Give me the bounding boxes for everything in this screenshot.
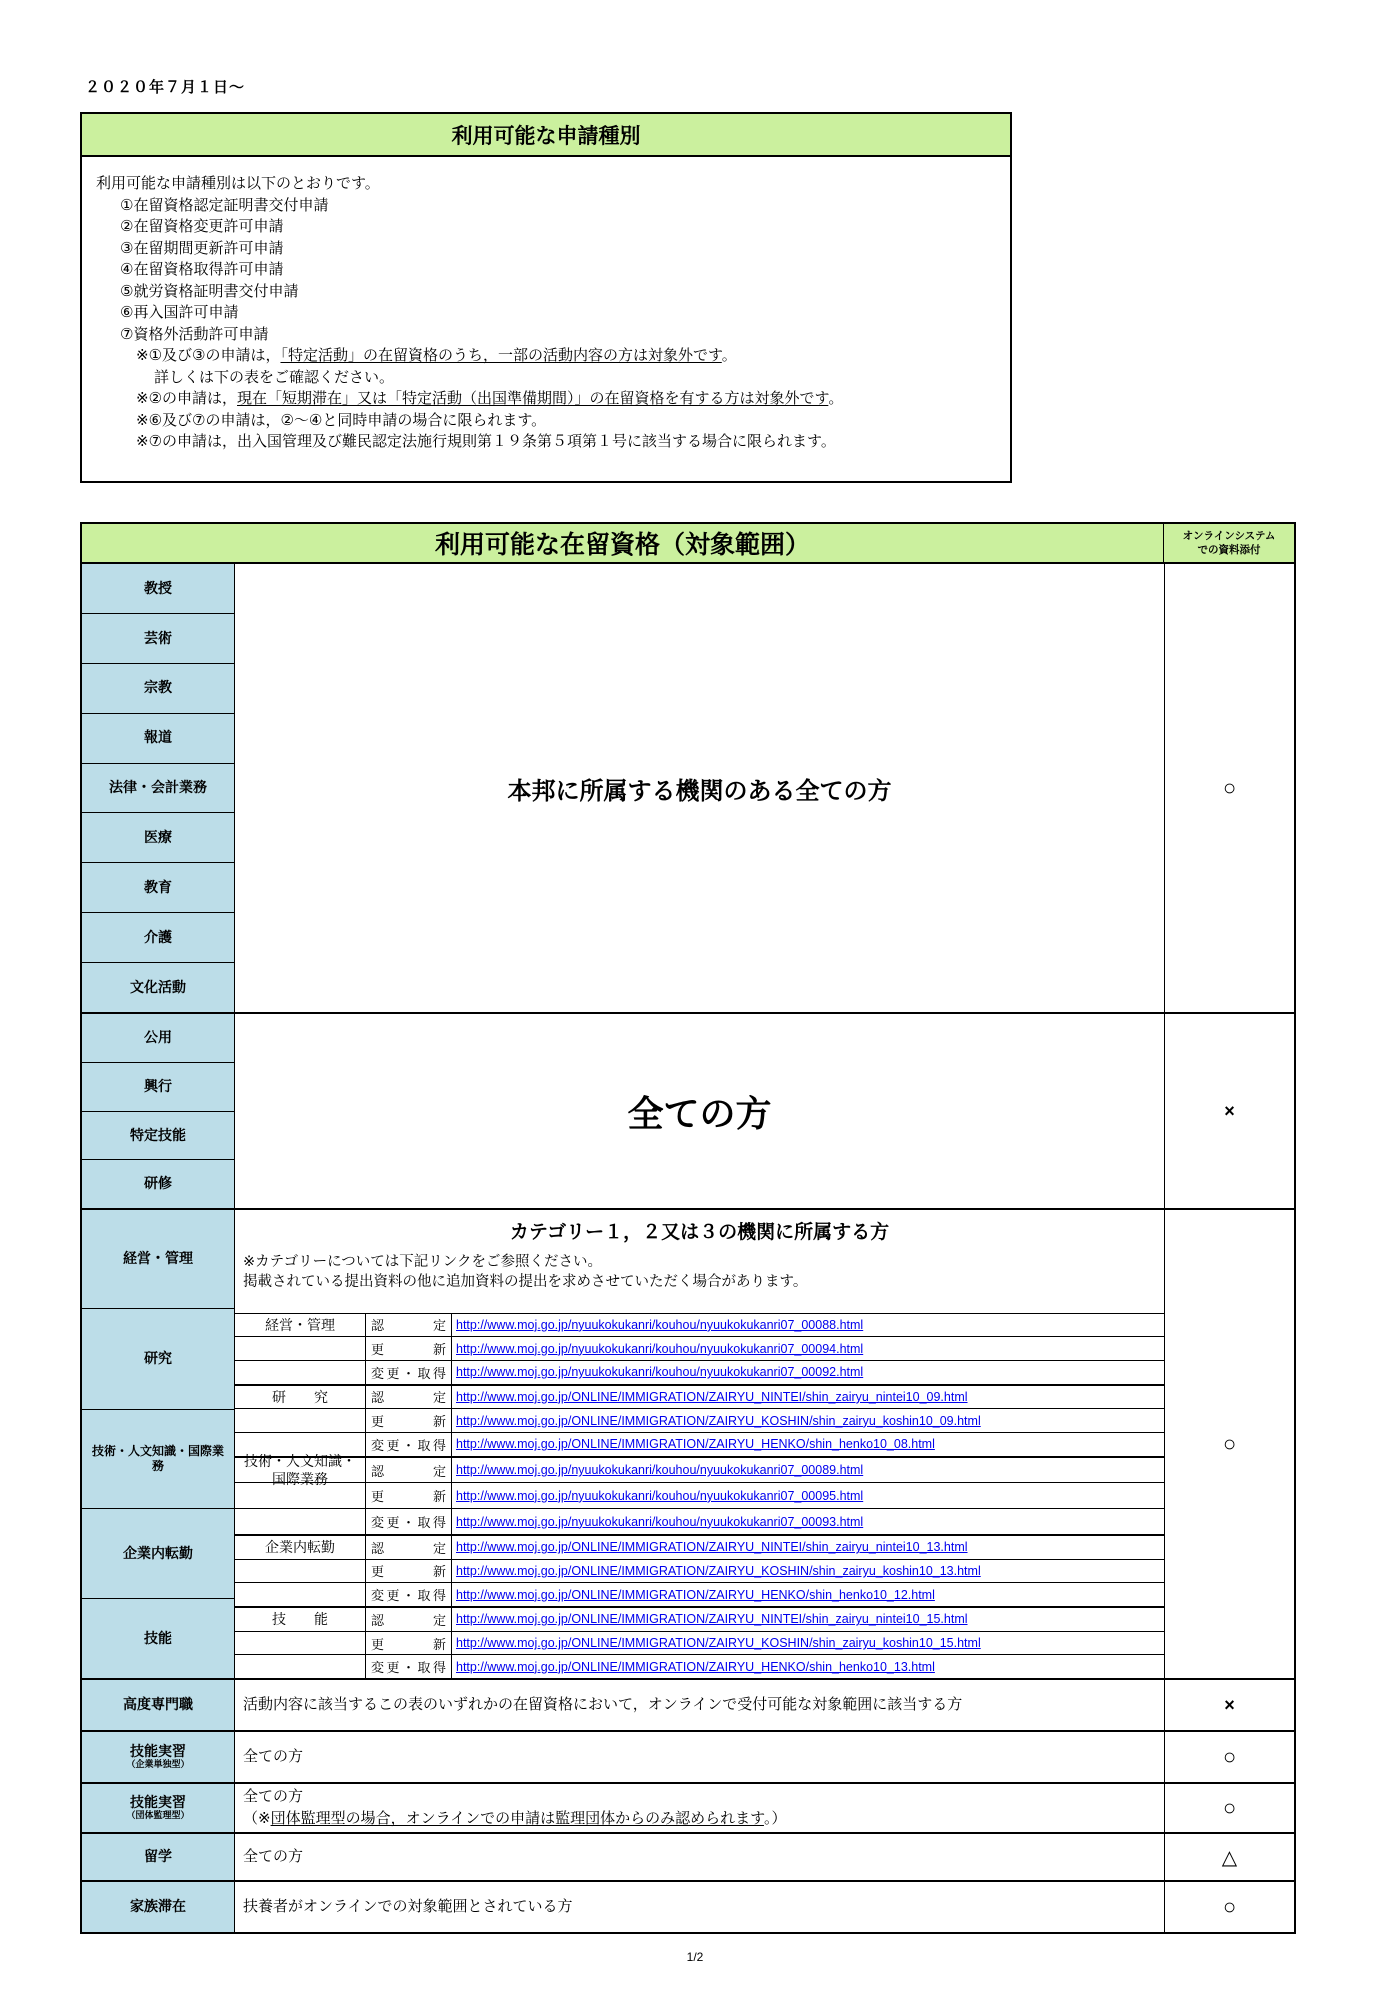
procedure-link-cell [452, 1536, 1164, 1559]
note-line: ※⑥及び⑦の申請は，②～④と同時申請の場合に限られます。 [136, 411, 547, 429]
group2-labels [82, 1014, 235, 1208]
status-label-cell: 教育 [82, 863, 234, 913]
procedure-link[interactable]: http://www.moj.go.jp/ONLINE/IMMIGRATION/ZAIRYU_NINTEI/shin_zairyu_nintei10_15.html [456, 1612, 968, 1627]
procedure-link[interactable]: http://www.moj.go.jp/ONLINE/IMMIGRATION/ZAIRYU_KOSHIN/shin_zairyu_koshin10_09.html [456, 1413, 981, 1428]
procedure-type-cell: 変更・取得 [366, 1433, 452, 1456]
procedure-link-cell [452, 1433, 1164, 1456]
procedure-link-cell [452, 1583, 1164, 1606]
substatus-cell: 企業内転勤 [235, 1536, 366, 1559]
procedure-link-cell [452, 1509, 1164, 1534]
procedure-link[interactable]: http://www.moj.go.jp/ONLINE/IMMIGRATION/ZAIRYU_HENKO/shin_henko10_08.html [456, 1437, 935, 1452]
procedure-link-cell [452, 1314, 1164, 1337]
procedure-link-cell [452, 1458, 1164, 1483]
scope-text: 活動内容に該当するこの表のいずれかの在留資格において，オンラインで受付可能な対象範囲に該当する方 [243, 1696, 963, 1714]
row-ginoujisshu-dantai [82, 1784, 1294, 1834]
intro-line: 利用可能な申請種別は以下のとおりです。 [96, 175, 380, 192]
status-label-cell: 文化活動 [82, 963, 234, 1012]
status-label-cell: 技能 [82, 1599, 234, 1678]
category-note: ※カテゴリーについては下記リンクをご参照ください。 [243, 1254, 602, 1270]
subgroup-gijutsu [235, 1452, 1164, 1536]
category-header: カテゴリー１，２又は３の機関に所属する方 [509, 1222, 890, 1243]
procedure-type-cell: 更新 [366, 1409, 452, 1432]
scope-text: 全ての方 （※団体監理型の場合，オンラインでの申請は監理団体からのみ認められます。） [243, 1788, 787, 1827]
link-row [235, 1483, 1164, 1509]
substatus-cell: 技 能 [235, 1608, 366, 1631]
attachment-mark: △ [1221, 1846, 1238, 1869]
procedure-type-cell: 更新 [366, 1560, 452, 1583]
subgroup-ginou [235, 1608, 1164, 1678]
procedure-type-cell: 認定 [366, 1608, 452, 1631]
procedure-link-cell [452, 1409, 1164, 1432]
procedure-link-cell [452, 1483, 1164, 1508]
procedure-type-cell: 認定 [366, 1314, 452, 1337]
application-types-title: 利用可能な申請種別 [82, 114, 1010, 157]
link-row [235, 1314, 1164, 1338]
procedure-link-cell [452, 1632, 1164, 1655]
procedure-link[interactable]: http://www.moj.go.jp/nyuukokukanri/kouhou/nyuukokukanri07_00093.html [456, 1514, 864, 1529]
scope-text: 本邦に所属する機関のある全ての方 [507, 777, 892, 805]
subgroup-keiei [235, 1314, 1164, 1386]
link-row [235, 1536, 1164, 1560]
procedure-type-cell: 認定 [366, 1458, 452, 1483]
link-row [235, 1433, 1164, 1456]
status-label-cell: 報道 [82, 714, 234, 764]
list-item: ③在留期間更新許可申請 [120, 239, 284, 257]
list-item: ⑤就労資格証明書交付申請 [120, 282, 299, 300]
note-line: ※⑦の申請は，出入国管理及び難民認定法施行規則第１９条第５項第１号に該当する場合に限られます。 [136, 433, 836, 450]
procedure-link[interactable]: http://www.moj.go.jp/ONLINE/IMMIGRATION/ZAIRYU_NINTEI/shin_zairyu_nintei10_13.html [456, 1540, 968, 1555]
status-label-cell: 興行 [82, 1063, 234, 1112]
group1-labels [82, 564, 235, 1012]
attachment-column-header: オンラインシステム での資料添付 [1164, 524, 1294, 562]
list-item: ⑦資格外活動許可申請 [120, 325, 269, 343]
procedure-link-cell [452, 1608, 1164, 1631]
status-label-cell: 研修 [82, 1160, 234, 1208]
status-label-cell: 教授 [82, 564, 234, 614]
procedure-link[interactable]: http://www.moj.go.jp/ONLINE/IMMIGRATION/ZAIRYU_NINTEI/shin_zairyu_nintei10_09.html [456, 1389, 968, 1404]
attachment-mark: ○ [1222, 1744, 1237, 1769]
procedure-type-cell: 変更・取得 [366, 1361, 452, 1384]
procedure-link[interactable]: http://www.moj.go.jp/nyuukokukanri/kouhou/nyuukokukanri07_00094.html [456, 1341, 864, 1356]
attachment-mark: ○ [1222, 1795, 1237, 1820]
procedure-type-cell: 変更・取得 [366, 1655, 452, 1678]
status-label-cell: 技能実習 （企業単独型） [82, 1732, 235, 1782]
page-number: 1/2 [686, 1950, 704, 1964]
scope-text: 全ての方 [627, 1092, 772, 1134]
procedure-type-cell: 変更・取得 [366, 1583, 452, 1606]
procedure-link-table [235, 1314, 1164, 1678]
application-types-body [82, 157, 1010, 481]
substatus-cell: 研 究 [235, 1386, 366, 1409]
procedure-link-cell [452, 1655, 1164, 1678]
procedure-type-cell: 認定 [366, 1536, 452, 1559]
procedure-type-cell: 更新 [366, 1632, 452, 1655]
status-label-cell: 企業内転勤 [82, 1509, 234, 1599]
scope-text: 全ての方 [243, 1848, 304, 1866]
attachment-mark: × [1224, 1694, 1235, 1715]
procedure-type-cell: 更新 [366, 1483, 452, 1508]
list-item: ②在留資格変更許可申請 [120, 218, 284, 235]
substatus-cell: 経営・管理 [235, 1314, 366, 1337]
status-label-cell: 芸術 [82, 614, 234, 664]
status-label-cell: 法律・会計業務 [82, 764, 234, 814]
link-row [235, 1560, 1164, 1584]
effective-date: ２０２０年７月１日～ [85, 79, 246, 96]
group3-header-block [235, 1210, 1164, 1314]
link-row [235, 1655, 1164, 1678]
status-label-cell: 家族滞在 [82, 1882, 235, 1932]
list-item: ①在留資格認定証明書交付申請 [120, 196, 329, 214]
procedure-link-cell [452, 1361, 1164, 1384]
procedure-link-cell [452, 1386, 1164, 1409]
attachment-mark: ○ [1222, 1431, 1237, 1456]
status-label-cell: 宗教 [82, 664, 234, 714]
procedure-link[interactable]: http://www.moj.go.jp/nyuukokukanri/kouhou/nyuukokukanri07_00089.html [456, 1463, 864, 1477]
procedure-link[interactable]: http://www.moj.go.jp/ONLINE/IMMIGRATION/ZAIRYU_HENKO/shin_henko10_13.html [456, 1659, 935, 1674]
attachment-mark: ○ [1222, 775, 1237, 800]
status-label-cell: 高度専門職 [82, 1680, 235, 1730]
group3-row [82, 1210, 1294, 1680]
procedure-link-cell [452, 1337, 1164, 1360]
category-note: 掲載されている提出資料の他に追加資料の提出を求めさせていただく場合があります。 [243, 1274, 808, 1290]
scope-text: 扶養者がオンラインでの対象範囲とされている方 [243, 1898, 573, 1916]
procedure-type-cell: 変更・取得 [366, 1509, 452, 1534]
group3-labels [82, 1210, 235, 1678]
list-item: ⑥再入国許可申請 [120, 304, 239, 321]
status-label-cell: 研究 [82, 1309, 234, 1410]
status-label-cell: 技術・人文知識・国際業務 [82, 1410, 234, 1509]
link-row [235, 1409, 1164, 1433]
link-row [235, 1632, 1164, 1656]
subgroup-kigyonai [235, 1536, 1164, 1608]
link-row [235, 1452, 1164, 1488]
attachment-mark: × [1224, 1100, 1235, 1121]
procedure-link[interactable]: http://www.moj.go.jp/nyuukokukanri/kouhou/nyuukokukanri07_00092.html [456, 1365, 864, 1380]
note-line: 詳しくは下の表をご確認ください。 [154, 368, 395, 386]
link-row [235, 1608, 1164, 1632]
group1-row [82, 564, 1294, 1014]
procedure-link[interactable]: http://www.moj.go.jp/nyuukokukanri/kouhou/nyuukokukanri07_00095.html [456, 1488, 864, 1503]
status-label-cell: 経営・管理 [82, 1210, 234, 1309]
list-item: ④在留資格取得許可申請 [120, 261, 284, 278]
status-label-cell: 特定技能 [82, 1112, 234, 1161]
link-row [235, 1583, 1164, 1606]
procedure-link[interactable]: http://www.moj.go.jp/nyuukokukanri/kouhou/nyuukokukanri07_00088.html [456, 1317, 864, 1332]
procedure-link-cell [452, 1560, 1164, 1583]
status-label-cell: 介護 [82, 913, 234, 963]
link-row [235, 1386, 1164, 1410]
row-ginoujisshu-kigyou [82, 1732, 1294, 1784]
procedure-type-cell: 更新 [366, 1337, 452, 1360]
procedure-type-cell: 認定 [366, 1386, 452, 1409]
link-row [235, 1509, 1164, 1534]
status-label-cell: 留学 [82, 1834, 235, 1880]
note-line: ※①及び③の申請は，「特定活動」の在留資格のうち，一部の活動内容の方は対象外です。 [136, 347, 737, 364]
status-label-cell: 医療 [82, 813, 234, 863]
row-ryuugaku [82, 1834, 1294, 1882]
procedure-link[interactable]: http://www.moj.go.jp/ONLINE/IMMIGRATION/ZAIRYU_HENKO/shin_henko10_12.html [456, 1587, 935, 1602]
link-row [235, 1337, 1164, 1361]
subgroup-kenkyu [235, 1386, 1164, 1458]
application-types-panel [80, 112, 1012, 483]
procedure-link[interactable]: http://www.moj.go.jp/ONLINE/IMMIGRATION/ZAIRYU_KOSHIN/shin_zairyu_koshin10_15.html [456, 1636, 981, 1650]
status-label-cell: 技能実習 （団体監理型） [82, 1784, 235, 1832]
table-title: 利用可能な在留資格（対象範囲） [82, 524, 1164, 562]
row-kazokutaizai [82, 1882, 1294, 1932]
substatus-cell: 技術・人文知識・国際業務 [235, 1458, 366, 1483]
residence-status-table [80, 522, 1296, 1934]
attachment-mark: ○ [1222, 1894, 1237, 1919]
scope-text: 全ての方 [243, 1748, 304, 1766]
table-header-row [82, 524, 1294, 564]
status-label-cell: 公用 [82, 1014, 234, 1063]
row-koudosenmonshoku [82, 1680, 1294, 1732]
group2-row [82, 1014, 1294, 1210]
procedure-link[interactable]: http://www.moj.go.jp/ONLINE/IMMIGRATION/ZAIRYU_KOSHIN/shin_zairyu_koshin10_13.html [456, 1563, 981, 1578]
link-row [235, 1361, 1164, 1384]
note-line: ※②の申請は，現在「短期滞在」又は「特定活動（出国準備期間）」の在留資格を有する方は対象外です。 [136, 390, 844, 407]
